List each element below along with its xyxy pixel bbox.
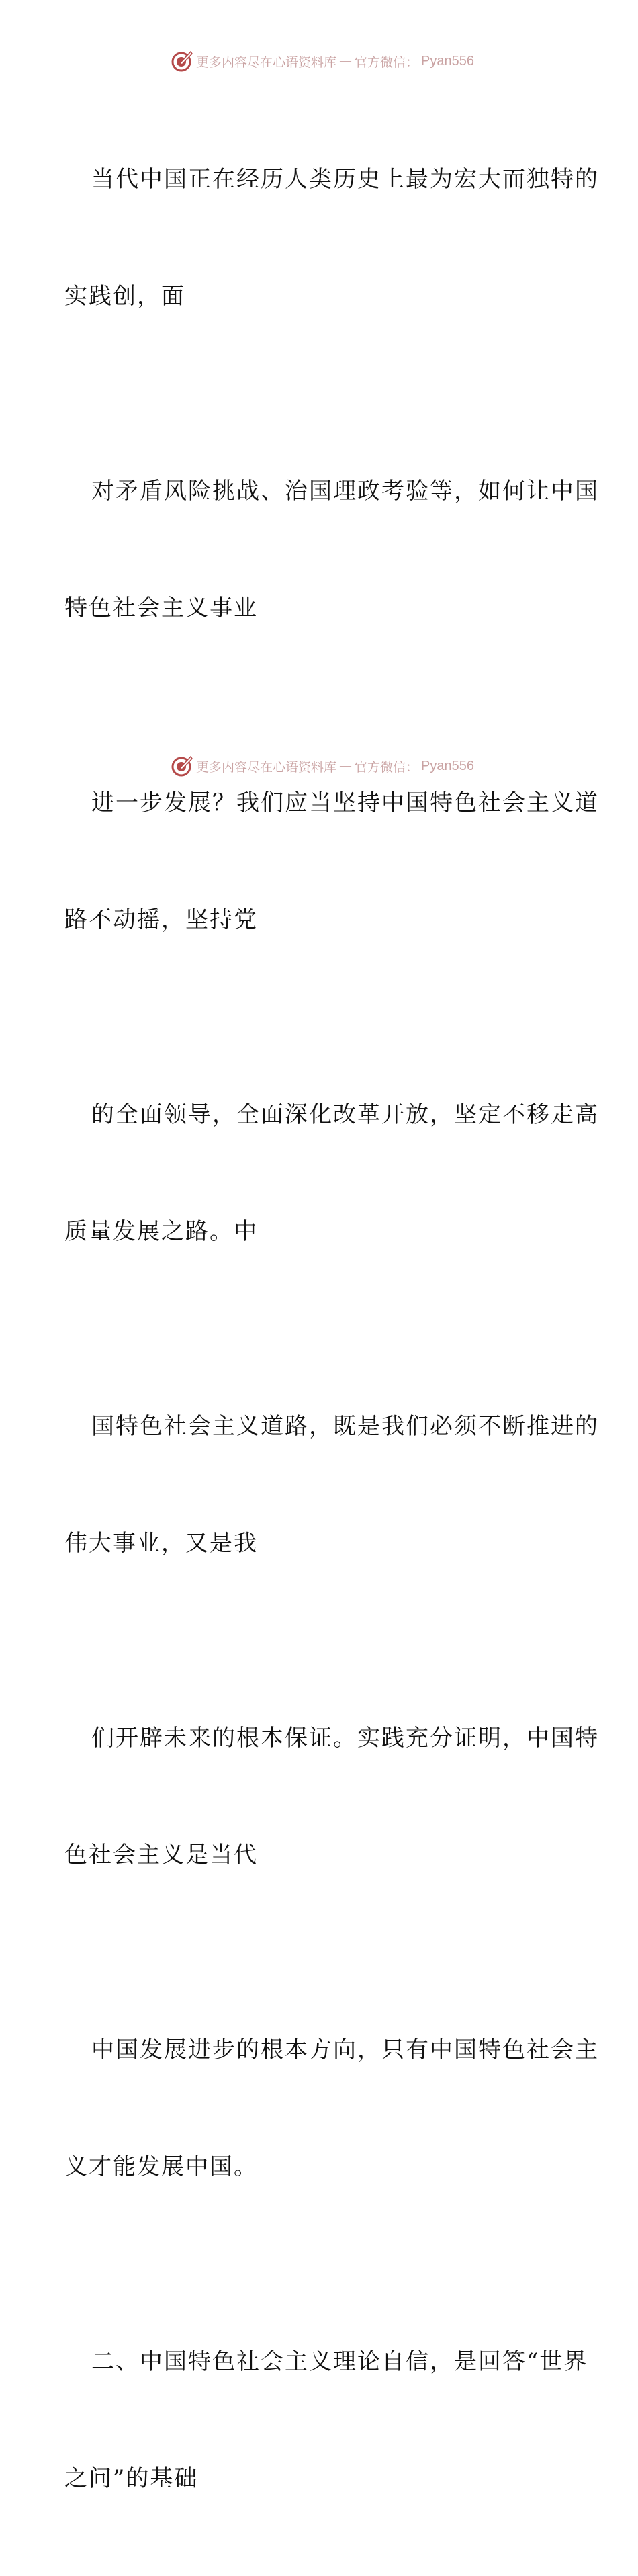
footer-banner-content — [171, 755, 474, 777]
paragraph-line: 伟大事业，又是我 — [64, 1530, 258, 1557]
banner-wechat-label: 官方微信： — [355, 54, 419, 70]
paragraph-line: 对矛盾风险挑战、治国理政考验等，如何让中国 — [91, 478, 599, 505]
header-banner — [0, 48, 638, 75]
paragraph-line: 进一步发展？我们应当坚持中国特色社会主义道 — [91, 789, 599, 816]
paragraph-line: 国特色社会主义道路，既是我们必须不断推进的 — [91, 1413, 599, 1440]
header-banner-content — [171, 50, 474, 73]
paragraph-line: 特色社会主义事业 — [64, 595, 258, 621]
banner-wechat-label: 官方微信： — [355, 759, 419, 775]
paragraph-line: 的全面领导，全面深化改革开放，坚定不移走高 — [91, 1101, 599, 1128]
paragraph-line: 二、中国特色社会主义理论自信，是回答“世界 — [91, 2348, 588, 2375]
paragraph — [64, 1641, 599, 1952]
banner-dash: — — [339, 759, 353, 773]
quill-logo-icon — [171, 50, 193, 73]
banner-dash: — — [339, 54, 353, 69]
paragraph-line: 路不动摇，坚持党 — [64, 906, 258, 933]
paragraph — [64, 1952, 599, 2264]
banner-wechat-id: Pyan556 — [421, 758, 474, 773]
document-body — [64, 82, 599, 2576]
paragraph-line: 中国发展进步的根本方向，只有中国特色社会主 — [91, 2036, 599, 2063]
paragraph — [64, 1017, 599, 1329]
paragraph — [64, 82, 599, 394]
paragraph-line: 义才能发展中国。 — [64, 2153, 258, 2180]
footer-banner — [0, 753, 638, 779]
paragraph-line: 当代中国正在经历人类历史上最为宏大而独特的 — [91, 166, 599, 193]
paragraph — [64, 394, 599, 705]
paragraph-line: 们开辟未来的根本保证。实践充分证明，中国特 — [91, 1725, 599, 1752]
paragraph-line: 色社会主义是当代 — [64, 1842, 258, 1869]
paragraph — [64, 1329, 599, 1641]
paragraph-line: 之问”的基础 — [64, 2465, 199, 2492]
banner-wechat-id: Pyan556 — [421, 53, 474, 69]
paragraph-line: 质量发展之路。中 — [64, 1218, 258, 1245]
quill-logo-icon — [171, 755, 193, 777]
paragraph-line: 实践创，面 — [64, 283, 185, 310]
section-heading — [64, 2264, 588, 2576]
banner-slogan: 更多内容尽在心语资料库 — [196, 759, 337, 775]
banner-slogan: 更多内容尽在心语资料库 — [196, 54, 337, 70]
